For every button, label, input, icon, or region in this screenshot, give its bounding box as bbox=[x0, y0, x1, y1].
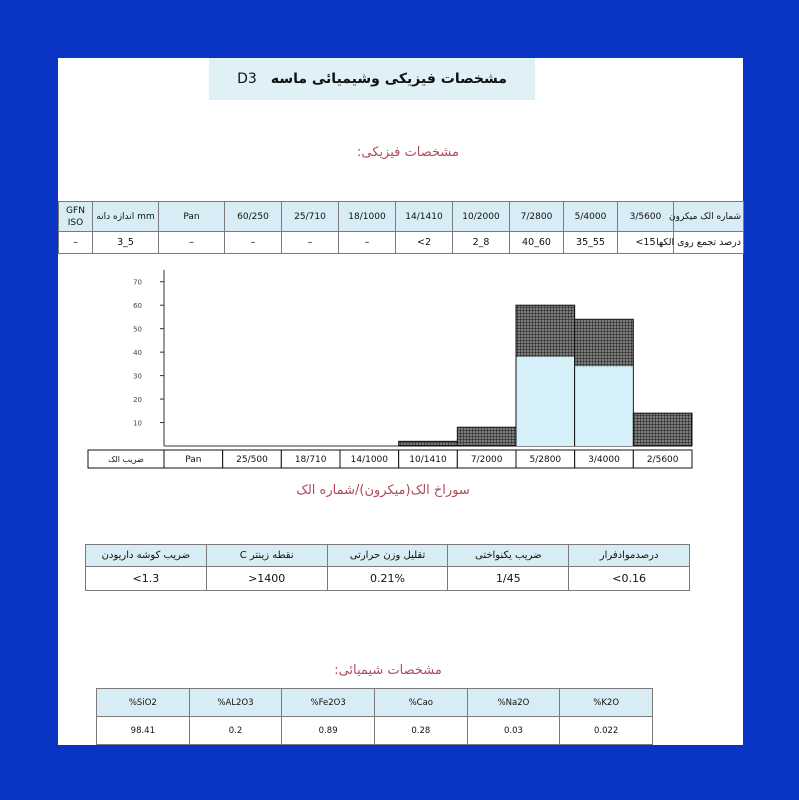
document-title: مشخصات فیزیکی وشیمیائی ماسه bbox=[270, 71, 507, 87]
header-cell: mm اندازه دانه bbox=[93, 202, 159, 232]
chemical-table-header-row bbox=[97, 689, 653, 717]
header-cell: %AL2O3 bbox=[189, 689, 282, 717]
header-cell: ضریب کوشه داریودن bbox=[86, 545, 207, 567]
value-cell: 35_55 bbox=[564, 232, 618, 254]
bar-base bbox=[517, 357, 575, 446]
sieve-table-header-row bbox=[59, 202, 744, 232]
bar-hatched bbox=[457, 427, 516, 446]
header-cell: %Cao bbox=[374, 689, 467, 717]
category-label: 25/500 bbox=[236, 455, 268, 465]
header-cell: تقلیل وزن حرارتی bbox=[327, 545, 448, 567]
header-cell: 5/4000 bbox=[564, 202, 618, 232]
header-cell: 3/5600 bbox=[618, 202, 674, 232]
y-tick-label: 50 bbox=[133, 325, 142, 334]
sieve-table bbox=[58, 201, 744, 254]
category-label: 18/710 bbox=[294, 455, 327, 465]
header-cell: 18/1000 bbox=[339, 202, 396, 232]
category-label: 10/1410 bbox=[409, 455, 447, 465]
value-cell: 3_5 bbox=[93, 232, 159, 254]
header-cell: GFN ISO bbox=[59, 202, 93, 232]
y-tick-label: 70 bbox=[133, 278, 142, 287]
header-cell: Pan bbox=[159, 202, 225, 232]
value-cell: >1400 bbox=[206, 567, 327, 591]
property-table-header-row bbox=[86, 545, 690, 567]
header-cell: ضریب یکنواختی bbox=[448, 545, 569, 567]
value-cell: 1/45 bbox=[448, 567, 569, 591]
product-code: D3 bbox=[237, 71, 257, 87]
chart-x-axis-label: سوراخ الک(میکرون)/شماره الک bbox=[296, 483, 470, 498]
chemical-properties-heading: مشخصات شیمیائی: bbox=[334, 663, 442, 678]
category-label: Pan bbox=[185, 455, 202, 465]
value-cell: – bbox=[59, 232, 93, 254]
category-label: 14/1000 bbox=[350, 455, 389, 465]
value-cell: 0.28 bbox=[374, 717, 467, 745]
y-tick-label: 60 bbox=[133, 302, 142, 311]
header-cell: 10/2000 bbox=[453, 202, 510, 232]
value-cell: <2 bbox=[396, 232, 453, 254]
sieve-table-value-row bbox=[59, 232, 744, 254]
value-cell: 98.41 bbox=[97, 717, 190, 745]
chemical-table bbox=[96, 688, 653, 745]
value-cell: <0.16 bbox=[569, 567, 690, 591]
chemical-table-value-row bbox=[97, 717, 653, 745]
header-cell: 7/2800 bbox=[510, 202, 564, 232]
property-table bbox=[85, 544, 690, 591]
value-cell: 0.2 bbox=[189, 717, 282, 745]
header-cell: %SiO2 bbox=[97, 689, 190, 717]
category-label: 2/5600 bbox=[646, 455, 679, 465]
value-cell: 0.022 bbox=[560, 717, 653, 745]
value-cell: – bbox=[282, 232, 339, 254]
category-label: 3/4000 bbox=[588, 455, 620, 465]
header-cell: شماره الک میکرون bbox=[674, 202, 744, 232]
value-cell: 2_8 bbox=[453, 232, 510, 254]
category-label: 7/2000 bbox=[470, 455, 503, 465]
value-cell: – bbox=[225, 232, 282, 254]
physical-properties-heading: مشخصات فیزیکی: bbox=[357, 145, 459, 160]
y-tick-label: 10 bbox=[133, 419, 142, 428]
value-cell: – bbox=[159, 232, 225, 254]
document-page bbox=[58, 58, 743, 745]
y-tick-label: 20 bbox=[133, 396, 142, 405]
value-cell: <1.3 bbox=[86, 567, 207, 591]
header-cell: 25/710 bbox=[282, 202, 339, 232]
bar-base bbox=[575, 366, 633, 446]
sieve-distribution-chart bbox=[88, 268, 708, 473]
value-cell: <15 bbox=[618, 232, 674, 254]
category-label: 5/2800 bbox=[529, 455, 562, 465]
header-cell: نقطه زینتر C bbox=[206, 545, 327, 567]
header-cell: %Na2O bbox=[467, 689, 560, 717]
y-tick-label: 40 bbox=[133, 349, 142, 358]
bar-hatched bbox=[633, 413, 692, 446]
header-cell: 14/1410 bbox=[396, 202, 453, 232]
value-cell: 0.03 bbox=[467, 717, 560, 745]
header-cell: درصدموادفرار bbox=[569, 545, 690, 567]
header-cell: %Fe2O3 bbox=[282, 689, 375, 717]
property-table-value-row bbox=[86, 567, 690, 591]
y-tick-label: 30 bbox=[133, 372, 142, 381]
value-cell: – bbox=[339, 232, 396, 254]
value-cell: 0.21% bbox=[327, 567, 448, 591]
value-cell: 40_60 bbox=[510, 232, 564, 254]
header-cell: 60/250 bbox=[225, 202, 282, 232]
category-row-label: ضریب الک bbox=[108, 455, 144, 464]
header-cell: %K2O bbox=[560, 689, 653, 717]
value-cell: درصد تجمع روی الکها bbox=[674, 232, 744, 254]
title-banner bbox=[209, 58, 535, 100]
bar-hatched bbox=[399, 441, 458, 446]
value-cell: 0.89 bbox=[282, 717, 375, 745]
